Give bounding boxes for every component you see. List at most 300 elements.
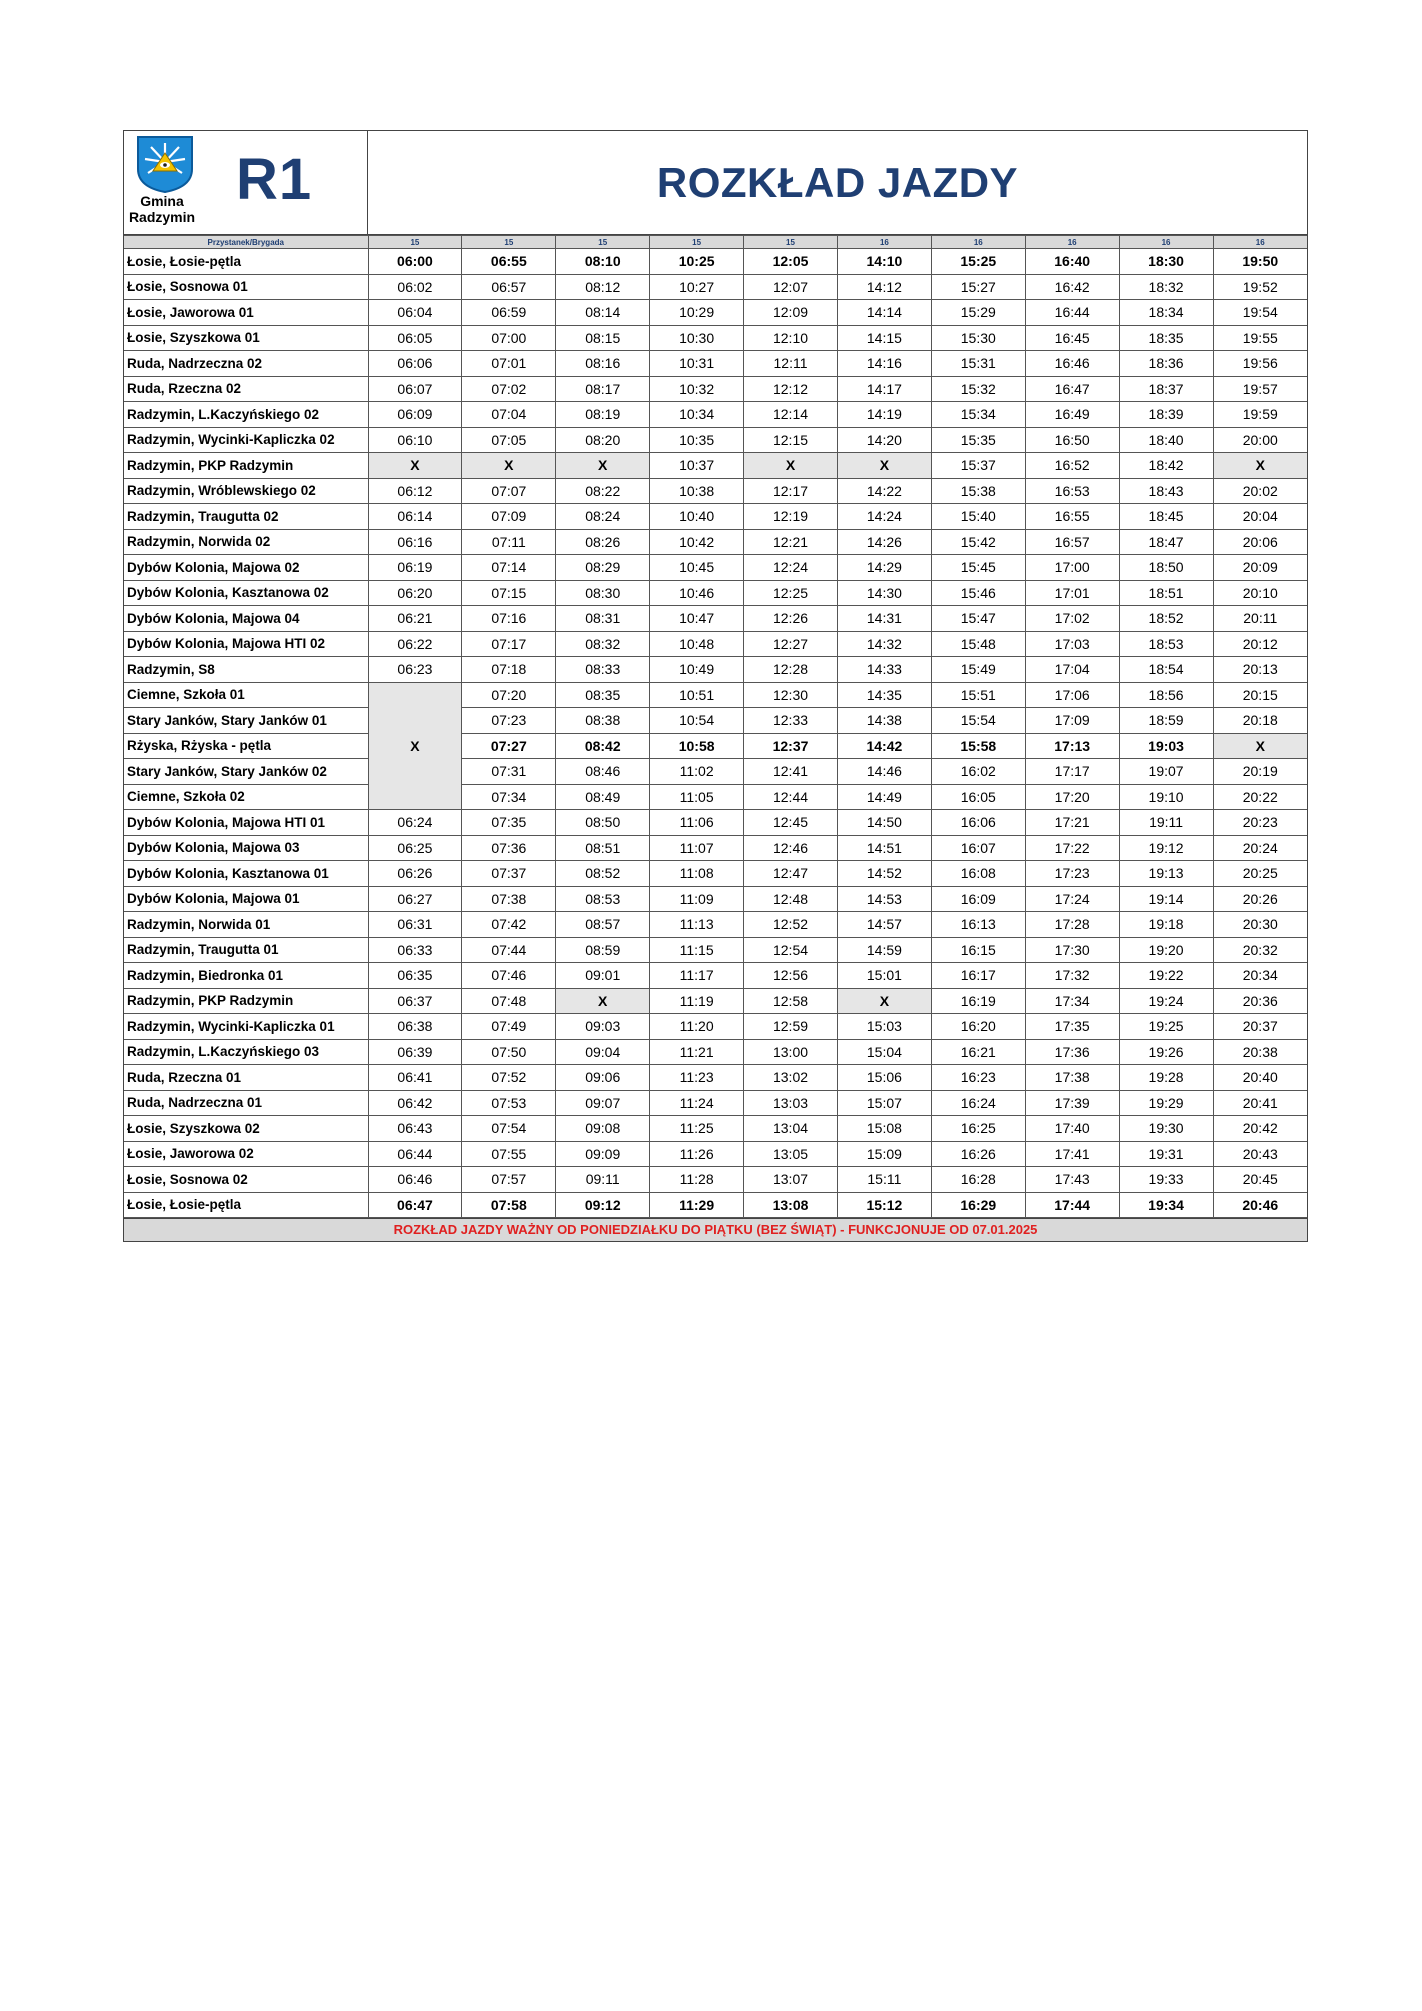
departure-time: 20:38 xyxy=(1213,1039,1307,1065)
departure-time: 13:04 xyxy=(744,1116,838,1142)
departure-time: 15:01 xyxy=(837,963,931,989)
departure-time: 14:38 xyxy=(837,708,931,734)
departure-time: 12:47 xyxy=(744,861,838,887)
departure-time: 10:37 xyxy=(650,453,744,479)
departure-time: 06:05 xyxy=(368,325,462,351)
departure-time: 10:38 xyxy=(650,478,744,504)
departure-time: X xyxy=(556,453,650,479)
departure-time: 07:23 xyxy=(462,708,556,734)
departure-time: 16:24 xyxy=(931,1090,1025,1116)
table-row xyxy=(124,376,1307,402)
departure-time: 10:27 xyxy=(650,274,744,300)
departure-time: 08:10 xyxy=(556,249,650,275)
departure-time: 09:08 xyxy=(556,1116,650,1142)
departure-time: 07:54 xyxy=(462,1116,556,1142)
departure-time: 14:14 xyxy=(837,300,931,326)
departure-time: 07:58 xyxy=(462,1192,556,1218)
departure-time: 08:32 xyxy=(556,631,650,657)
departure-time: 14:12 xyxy=(837,274,931,300)
table-row xyxy=(124,249,1307,275)
departure-time: 07:42 xyxy=(462,912,556,938)
departure-time: 11:05 xyxy=(650,784,744,810)
departure-time: 08:52 xyxy=(556,861,650,887)
departure-time: 06:31 xyxy=(368,912,462,938)
departure-time: 07:38 xyxy=(462,886,556,912)
departure-time: 12:07 xyxy=(744,274,838,300)
departure-time: 10:32 xyxy=(650,376,744,402)
departure-time: 18:35 xyxy=(1119,325,1213,351)
departure-time: 06:42 xyxy=(368,1090,462,1116)
departure-time: 19:28 xyxy=(1119,1065,1213,1091)
departure-time: 15:35 xyxy=(931,427,1025,453)
departure-time: 17:40 xyxy=(1025,1116,1119,1142)
departure-time: 07:57 xyxy=(462,1167,556,1193)
departure-time: 06:41 xyxy=(368,1065,462,1091)
departure-time: 14:29 xyxy=(837,555,931,581)
departure-time: 06:23 xyxy=(368,657,462,683)
departure-time: 06:02 xyxy=(368,274,462,300)
departure-time: 07:02 xyxy=(462,376,556,402)
table-row xyxy=(124,351,1307,377)
departure-time: 17:23 xyxy=(1025,861,1119,887)
departure-time: 15:12 xyxy=(837,1192,931,1218)
departure-time: 20:46 xyxy=(1213,1192,1307,1218)
departure-time: 17:24 xyxy=(1025,886,1119,912)
departure-time: 17:02 xyxy=(1025,606,1119,632)
departure-time: 14:30 xyxy=(837,580,931,606)
departure-time: 07:35 xyxy=(462,810,556,836)
stop-name: Łosie, Sosnowa 02 xyxy=(124,1167,368,1193)
departure-time: 11:06 xyxy=(650,810,744,836)
departure-time: 14:35 xyxy=(837,682,931,708)
departure-time: 11:15 xyxy=(650,937,744,963)
table-row xyxy=(124,325,1307,351)
departure-time: 20:43 xyxy=(1213,1141,1307,1167)
departure-time: 11:02 xyxy=(650,759,744,785)
departure-time: 12:21 xyxy=(744,529,838,555)
departure-time: 20:25 xyxy=(1213,861,1307,887)
departure-time: 09:07 xyxy=(556,1090,650,1116)
departure-time: 11:13 xyxy=(650,912,744,938)
departure-time: 20:45 xyxy=(1213,1167,1307,1193)
departure-time: 14:46 xyxy=(837,759,931,785)
brigade-header: 16 xyxy=(1213,236,1307,249)
departure-time: 06:10 xyxy=(368,427,462,453)
departure-time: 07:00 xyxy=(462,325,556,351)
departure-time: 19:55 xyxy=(1213,325,1307,351)
departure-time: 17:00 xyxy=(1025,555,1119,581)
departure-time: 14:32 xyxy=(837,631,931,657)
departure-time: 14:19 xyxy=(837,402,931,428)
stop-name: Dybów Kolonia, Majowa 02 xyxy=(124,555,368,581)
departure-time: 16:25 xyxy=(931,1116,1025,1142)
departure-time: 16:46 xyxy=(1025,351,1119,377)
stop-column-header: Przystanek/Brygada xyxy=(124,236,368,249)
departure-time: 07:37 xyxy=(462,861,556,887)
departure-time: 15:45 xyxy=(931,555,1025,581)
departure-time: 16:06 xyxy=(931,810,1025,836)
departure-time: 11:26 xyxy=(650,1141,744,1167)
departure-time: 15:54 xyxy=(931,708,1025,734)
departure-time: 17:38 xyxy=(1025,1065,1119,1091)
table-row xyxy=(124,1090,1307,1116)
departure-time: 12:44 xyxy=(744,784,838,810)
departure-time: 18:56 xyxy=(1119,682,1213,708)
stop-name: Radzymin, PKP Radzymin xyxy=(124,453,368,479)
departure-time: 07:01 xyxy=(462,351,556,377)
stop-name: Dybów Kolonia, Majowa HTI 01 xyxy=(124,810,368,836)
departure-time: 16:47 xyxy=(1025,376,1119,402)
stop-name: Łosie, Łosie-pętla xyxy=(124,1192,368,1218)
departure-time: 18:51 xyxy=(1119,580,1213,606)
departure-time: 16:42 xyxy=(1025,274,1119,300)
departure-time: 14:50 xyxy=(837,810,931,836)
departure-time: 13:07 xyxy=(744,1167,838,1193)
stop-name: Radzymin, L.Kaczyńskiego 03 xyxy=(124,1039,368,1065)
departure-time: 08:59 xyxy=(556,937,650,963)
stop-name: Dybów Kolonia, Kasztanowa 01 xyxy=(124,861,368,887)
table-row xyxy=(124,529,1307,555)
departure-time: 14:10 xyxy=(837,249,931,275)
departure-time: X xyxy=(837,988,931,1014)
table-row xyxy=(124,759,1307,785)
departure-time: 14:59 xyxy=(837,937,931,963)
departure-time: 11:09 xyxy=(650,886,744,912)
departure-time: 06:55 xyxy=(462,249,556,275)
departure-time: 20:00 xyxy=(1213,427,1307,453)
departure-time: 07:49 xyxy=(462,1014,556,1040)
departure-time: 08:30 xyxy=(556,580,650,606)
departure-time: 19:13 xyxy=(1119,861,1213,887)
table-row xyxy=(124,478,1307,504)
departure-time: 16:45 xyxy=(1025,325,1119,351)
departure-time: X xyxy=(1213,733,1307,759)
departure-time: 18:45 xyxy=(1119,504,1213,530)
departure-time: 11:23 xyxy=(650,1065,744,1091)
departure-time: 06:25 xyxy=(368,835,462,861)
departure-time: 06:59 xyxy=(462,300,556,326)
stop-name: Ciemne, Szkoła 02 xyxy=(124,784,368,810)
departure-time: 12:54 xyxy=(744,937,838,963)
departure-time: 16:29 xyxy=(931,1192,1025,1218)
departure-time: 20:41 xyxy=(1213,1090,1307,1116)
departure-time: 14:49 xyxy=(837,784,931,810)
departure-time: 11:17 xyxy=(650,963,744,989)
departure-time: 15:38 xyxy=(931,478,1025,504)
departure-time: 12:48 xyxy=(744,886,838,912)
title-cell xyxy=(368,131,1307,234)
departure-time: 13:08 xyxy=(744,1192,838,1218)
stop-name: Łosie, Sosnowa 01 xyxy=(124,274,368,300)
stop-name: Łosie, Jaworowa 01 xyxy=(124,300,368,326)
departure-time: 17:17 xyxy=(1025,759,1119,785)
departure-time: 06:22 xyxy=(368,631,462,657)
departure-time: 18:37 xyxy=(1119,376,1213,402)
page-title: ROZKŁAD JAZDY xyxy=(656,158,1019,206)
table-row xyxy=(124,1116,1307,1142)
departure-time: 16:19 xyxy=(931,988,1025,1014)
table-row xyxy=(124,886,1307,912)
departure-time: 14:33 xyxy=(837,657,931,683)
departure-time: 08:12 xyxy=(556,274,650,300)
departure-time: 06:26 xyxy=(368,861,462,887)
departure-time: 12:28 xyxy=(744,657,838,683)
departure-time: 06:20 xyxy=(368,580,462,606)
departure-time: 09:06 xyxy=(556,1065,650,1091)
departure-time: 10:42 xyxy=(650,529,744,555)
departure-time: 17:22 xyxy=(1025,835,1119,861)
line-code: R1 xyxy=(236,147,313,212)
departure-time: 08:57 xyxy=(556,912,650,938)
departure-time: 07:11 xyxy=(462,529,556,555)
departure-time: 10:34 xyxy=(650,402,744,428)
departure-time: 19:57 xyxy=(1213,376,1307,402)
departure-time: 07:36 xyxy=(462,835,556,861)
departure-time: 08:14 xyxy=(556,300,650,326)
stop-name: Radzymin, Traugutta 02 xyxy=(124,504,368,530)
stop-name: Ruda, Rzeczna 01 xyxy=(124,1065,368,1091)
departure-time: 15:30 xyxy=(931,325,1025,351)
departure-time: 07:34 xyxy=(462,784,556,810)
departure-time: 15:51 xyxy=(931,682,1025,708)
brigade-header: 15 xyxy=(744,236,838,249)
departure-time: 08:31 xyxy=(556,606,650,632)
departure-time: 14:42 xyxy=(837,733,931,759)
departure-time: 12:46 xyxy=(744,835,838,861)
brigade-header: 15 xyxy=(556,236,650,249)
departure-time: X xyxy=(837,453,931,479)
departure-time: 10:54 xyxy=(650,708,744,734)
departure-time: 15:29 xyxy=(931,300,1025,326)
stop-name: Dybów Kolonia, Majowa 04 xyxy=(124,606,368,632)
table-row xyxy=(124,1167,1307,1193)
departure-time: 13:02 xyxy=(744,1065,838,1091)
departure-time: 17:35 xyxy=(1025,1014,1119,1040)
departure-time: 19:22 xyxy=(1119,963,1213,989)
departure-time: 19:50 xyxy=(1213,249,1307,275)
departure-time: 06:44 xyxy=(368,1141,462,1167)
departure-time: 16:02 xyxy=(931,759,1025,785)
stop-name: Rżyska, Rżyska - pętla xyxy=(124,733,368,759)
departure-time: 12:56 xyxy=(744,963,838,989)
departure-time: 10:40 xyxy=(650,504,744,530)
departure-time: 07:15 xyxy=(462,580,556,606)
departure-time: 16:13 xyxy=(931,912,1025,938)
table-row xyxy=(124,657,1307,683)
stop-name: Radzymin, Norwida 02 xyxy=(124,529,368,555)
brigade-header: 15 xyxy=(462,236,556,249)
table-row xyxy=(124,1039,1307,1065)
departure-time: 11:24 xyxy=(650,1090,744,1116)
departure-time: 20:26 xyxy=(1213,886,1307,912)
departure-time: 06:19 xyxy=(368,555,462,581)
departure-time: 11:28 xyxy=(650,1167,744,1193)
departure-time: 15:03 xyxy=(837,1014,931,1040)
departure-time: 17:09 xyxy=(1025,708,1119,734)
stop-name: Radzymin, Traugutta 01 xyxy=(124,937,368,963)
stop-name: Radzymin, Wycinki-Kapliczka 01 xyxy=(124,1014,368,1040)
departure-time: 11:19 xyxy=(650,988,744,1014)
departure-time: 14:17 xyxy=(837,376,931,402)
departure-time: 15:25 xyxy=(931,249,1025,275)
departure-time: 10:35 xyxy=(650,427,744,453)
departure-time: 16:23 xyxy=(931,1065,1025,1091)
departure-time: 20:10 xyxy=(1213,580,1307,606)
departure-time: 15:47 xyxy=(931,606,1025,632)
stop-name: Dybów Kolonia, Majowa HTI 02 xyxy=(124,631,368,657)
departure-time: 08:16 xyxy=(556,351,650,377)
departure-time: 07:05 xyxy=(462,427,556,453)
table-row xyxy=(124,1014,1307,1040)
departure-time: 12:27 xyxy=(744,631,838,657)
departure-time: 07:04 xyxy=(462,402,556,428)
departure-time: 10:46 xyxy=(650,580,744,606)
departure-time: 08:26 xyxy=(556,529,650,555)
table-row xyxy=(124,937,1307,963)
departure-time: 10:31 xyxy=(650,351,744,377)
departure-time: 15:34 xyxy=(931,402,1025,428)
logo-text xyxy=(127,193,197,225)
departure-time: 20:13 xyxy=(1213,657,1307,683)
departure-time: 18:42 xyxy=(1119,453,1213,479)
departure-time: 14:22 xyxy=(837,478,931,504)
departure-time: 19:54 xyxy=(1213,300,1307,326)
stop-name: Radzymin, Wycinki-Kapliczka 02 xyxy=(124,427,368,453)
departure-time: 12:37 xyxy=(744,733,838,759)
departure-time: 10:58 xyxy=(650,733,744,759)
departure-time: 08:15 xyxy=(556,325,650,351)
departure-time: 20:02 xyxy=(1213,478,1307,504)
departure-time: 10:49 xyxy=(650,657,744,683)
departure-time: 20:42 xyxy=(1213,1116,1307,1142)
brigade-header: 16 xyxy=(931,236,1025,249)
table-row xyxy=(124,580,1307,606)
departure-time: 14:53 xyxy=(837,886,931,912)
departure-time: 15:08 xyxy=(837,1116,931,1142)
table-row xyxy=(124,835,1307,861)
departure-time: 19:59 xyxy=(1213,402,1307,428)
departure-time: 15:40 xyxy=(931,504,1025,530)
departure-time: 06:07 xyxy=(368,376,462,402)
table-row xyxy=(124,504,1307,530)
departure-time: 08:29 xyxy=(556,555,650,581)
departure-time: 06:27 xyxy=(368,886,462,912)
departure-time: 15:46 xyxy=(931,580,1025,606)
departure-time: 10:48 xyxy=(650,631,744,657)
departure-time: 19:56 xyxy=(1213,351,1307,377)
departure-time: 09:12 xyxy=(556,1192,650,1218)
departure-time: 06:04 xyxy=(368,300,462,326)
departure-time: 19:26 xyxy=(1119,1039,1213,1065)
departure-time: 08:35 xyxy=(556,682,650,708)
departure-time: 20:22 xyxy=(1213,784,1307,810)
departure-time: 07:48 xyxy=(462,988,556,1014)
departure-time: 15:09 xyxy=(837,1141,931,1167)
table-row xyxy=(124,1065,1307,1091)
departure-time: 20:34 xyxy=(1213,963,1307,989)
table-row xyxy=(124,631,1307,657)
departure-time: 07:52 xyxy=(462,1065,556,1091)
departure-time: 12:25 xyxy=(744,580,838,606)
departure-time: 07:20 xyxy=(462,682,556,708)
departure-time: 09:11 xyxy=(556,1167,650,1193)
departure-time: 08:50 xyxy=(556,810,650,836)
departure-time: 09:01 xyxy=(556,963,650,989)
table-row xyxy=(124,274,1307,300)
brigade-header: 16 xyxy=(837,236,931,249)
departure-time: 14:51 xyxy=(837,835,931,861)
departure-time: 17:36 xyxy=(1025,1039,1119,1065)
departure-time: 18:53 xyxy=(1119,631,1213,657)
departure-time: 19:11 xyxy=(1119,810,1213,836)
departure-time: 16:26 xyxy=(931,1141,1025,1167)
stop-name: Dybów Kolonia, Majowa 01 xyxy=(124,886,368,912)
departure-time: 08:38 xyxy=(556,708,650,734)
departure-time: 06:47 xyxy=(368,1192,462,1218)
departure-time: 17:44 xyxy=(1025,1192,1119,1218)
stop-name: Dybów Kolonia, Kasztanowa 02 xyxy=(124,580,368,606)
departure-time: 06:57 xyxy=(462,274,556,300)
table-row xyxy=(124,733,1307,759)
departure-time: 16:21 xyxy=(931,1039,1025,1065)
departure-time: 16:15 xyxy=(931,937,1025,963)
departure-time: 07:18 xyxy=(462,657,556,683)
departure-time: 09:04 xyxy=(556,1039,650,1065)
stop-name: Radzymin, Biedronka 01 xyxy=(124,963,368,989)
departure-time: 07:14 xyxy=(462,555,556,581)
departure-time: 20:37 xyxy=(1213,1014,1307,1040)
departure-time: 15:11 xyxy=(837,1167,931,1193)
departure-time: 06:39 xyxy=(368,1039,462,1065)
departure-time: 15:37 xyxy=(931,453,1025,479)
departure-time: 06:12 xyxy=(368,478,462,504)
departure-time: X xyxy=(462,453,556,479)
departure-time: 12:12 xyxy=(744,376,838,402)
departure-time: 12:45 xyxy=(744,810,838,836)
departure-time: 17:30 xyxy=(1025,937,1119,963)
departure-time: 06:38 xyxy=(368,1014,462,1040)
departure-time: 12:41 xyxy=(744,759,838,785)
table-row xyxy=(124,988,1307,1014)
departure-time: X xyxy=(368,682,462,810)
table-row xyxy=(124,427,1307,453)
departure-time: 19:14 xyxy=(1119,886,1213,912)
departure-time: 11:07 xyxy=(650,835,744,861)
departure-time: 10:29 xyxy=(650,300,744,326)
departure-time: 07:53 xyxy=(462,1090,556,1116)
departure-time: X xyxy=(368,453,462,479)
stop-name: Stary Janków, Stary Janków 01 xyxy=(124,708,368,734)
departure-time: 20:12 xyxy=(1213,631,1307,657)
departure-time: 20:11 xyxy=(1213,606,1307,632)
departure-time: 14:20 xyxy=(837,427,931,453)
departure-time: 19:52 xyxy=(1213,274,1307,300)
departure-time: 18:30 xyxy=(1119,249,1213,275)
departure-time: 17:32 xyxy=(1025,963,1119,989)
departure-time: 19:30 xyxy=(1119,1116,1213,1142)
departure-time: 16:08 xyxy=(931,861,1025,887)
departure-time: 13:03 xyxy=(744,1090,838,1116)
table-row xyxy=(124,810,1307,836)
stop-name: Łosie, Jaworowa 02 xyxy=(124,1141,368,1167)
departure-time: 10:51 xyxy=(650,682,744,708)
timetable-sheet xyxy=(123,130,1308,1242)
departure-time: 15:31 xyxy=(931,351,1025,377)
timetable-header xyxy=(124,131,1307,235)
stop-name: Łosie, Łosie-pętla xyxy=(124,249,368,275)
departure-time: 06:14 xyxy=(368,504,462,530)
departure-time: X xyxy=(1213,453,1307,479)
